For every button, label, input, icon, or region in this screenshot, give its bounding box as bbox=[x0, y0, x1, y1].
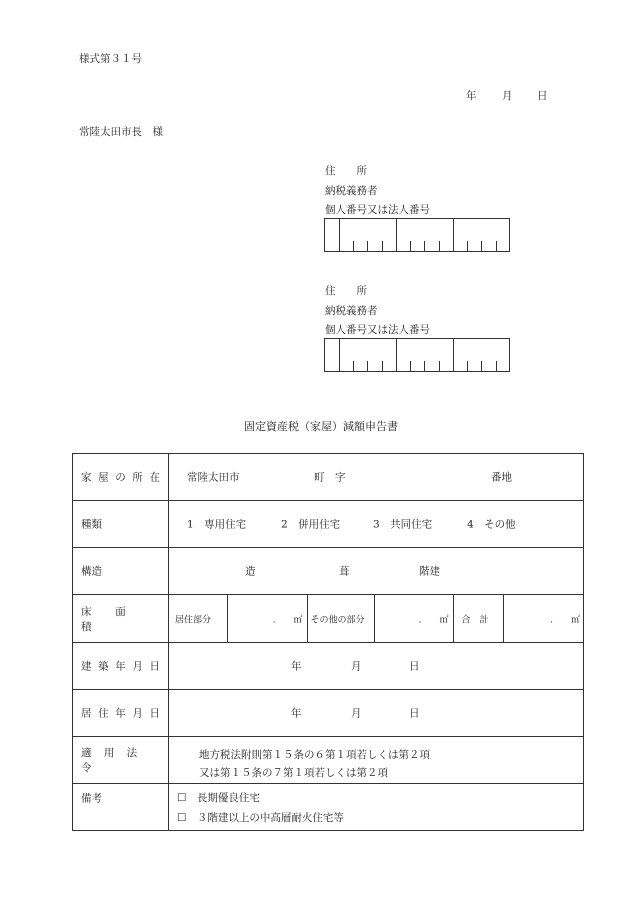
resident-date-input[interactable] bbox=[169, 690, 584, 737]
date-year: 年 bbox=[466, 90, 477, 102]
checkbox-long-life-housing[interactable]: ☐ 長期優良住宅 bbox=[177, 792, 260, 804]
location-city: 常陸太田市 bbox=[187, 471, 240, 484]
grid-divider bbox=[339, 339, 340, 371]
row-label: 家屋の所在 bbox=[81, 471, 167, 484]
row-built-date bbox=[73, 643, 584, 690]
location-town: 町 字 bbox=[314, 471, 346, 484]
grid-tick bbox=[410, 361, 411, 371]
type-option[interactable]: 1 専用住宅 bbox=[187, 518, 247, 531]
label-cell bbox=[73, 784, 169, 831]
resident-year: 年 bbox=[291, 707, 302, 720]
grid-divider bbox=[453, 339, 454, 371]
resident-month: 月 bbox=[351, 707, 362, 720]
residential-area: . ㎡ bbox=[272, 615, 303, 625]
checkbox-midrise-fireproof[interactable]: ☐ ３階建以上の中高層耐火住宅等 bbox=[177, 812, 344, 824]
row-label: 床面積 bbox=[81, 605, 150, 633]
grid-tick bbox=[353, 361, 354, 371]
form-number: 様式第３１号 bbox=[79, 53, 142, 65]
document-title: 固定資産税（家屋）減額申告書 bbox=[244, 420, 398, 433]
grid-tick bbox=[382, 361, 383, 371]
taxpayer-label: 納税義務者 bbox=[325, 185, 378, 197]
structure-buki: 葺 bbox=[339, 565, 350, 578]
label-cell bbox=[73, 595, 169, 643]
label-cell bbox=[73, 501, 169, 548]
grid-tick bbox=[467, 241, 468, 251]
reduction-declaration-table bbox=[72, 453, 584, 831]
grid-tick bbox=[424, 361, 425, 371]
type-options[interactable] bbox=[169, 501, 584, 548]
type-option[interactable]: 3 共同住宅 bbox=[373, 518, 433, 531]
addressee: 常陸太田市長 様 bbox=[79, 126, 163, 138]
structure-input[interactable] bbox=[169, 548, 584, 595]
number-label: 個人番号又は法人番号 bbox=[325, 324, 430, 336]
row-label: 建築年月日 bbox=[81, 660, 167, 673]
grid-tick bbox=[496, 361, 497, 371]
structure-zo: 造 bbox=[245, 565, 256, 578]
total-area-input[interactable] bbox=[503, 595, 584, 642]
built-date-input[interactable] bbox=[169, 643, 584, 690]
location-banchi: 番地 bbox=[491, 471, 512, 484]
law-line-1: 地方税法附則第１５条の６第１項若しくは第２項 bbox=[199, 749, 430, 761]
row-resident-date bbox=[73, 690, 584, 737]
row-label: 構造 bbox=[81, 565, 102, 578]
built-month: 月 bbox=[351, 660, 362, 673]
floor-area-subtable bbox=[169, 595, 584, 642]
label-cell bbox=[73, 454, 169, 501]
label-cell bbox=[73, 737, 169, 784]
date-day: 日 bbox=[537, 90, 548, 102]
grid-tick bbox=[439, 361, 440, 371]
structure-kaidate: 階建 bbox=[419, 565, 440, 578]
type-option[interactable]: 4 その他 bbox=[467, 518, 516, 531]
grid-divider bbox=[396, 339, 397, 371]
grid-tick bbox=[367, 241, 368, 251]
row-remarks bbox=[73, 784, 584, 831]
total-label: 合 計 bbox=[461, 615, 489, 625]
address-label: 住 所 bbox=[325, 165, 367, 177]
grid-divider bbox=[453, 219, 454, 251]
grid-tick bbox=[382, 241, 383, 251]
label-cell bbox=[73, 643, 169, 690]
residential-area-input[interactable] bbox=[227, 595, 307, 642]
residential-label-cell bbox=[169, 595, 227, 642]
grid-tick bbox=[410, 241, 411, 251]
grid-tick bbox=[467, 361, 468, 371]
other-area-input[interactable] bbox=[374, 595, 453, 642]
grid-tick bbox=[439, 241, 440, 251]
taxpayer-label: 納税義務者 bbox=[325, 305, 378, 317]
grid-tick bbox=[353, 241, 354, 251]
built-year: 年 bbox=[291, 660, 302, 673]
resident-day: 日 bbox=[409, 707, 420, 720]
row-label: 種類 bbox=[81, 518, 102, 531]
row-label: 適用法令 bbox=[81, 747, 150, 774]
grid-tick bbox=[367, 361, 368, 371]
label-cell bbox=[73, 548, 169, 595]
grid-tick bbox=[424, 241, 425, 251]
grid-divider bbox=[396, 219, 397, 251]
grid-tick bbox=[481, 241, 482, 251]
row-floor-area bbox=[73, 595, 584, 643]
type-option[interactable]: 2 併用住宅 bbox=[281, 518, 341, 531]
row-structure bbox=[73, 548, 584, 595]
label-cell bbox=[73, 690, 169, 737]
number-label: 個人番号又は法人番号 bbox=[325, 204, 430, 216]
row-location bbox=[73, 454, 584, 501]
total-label-cell bbox=[453, 595, 503, 642]
other-label-cell bbox=[307, 595, 374, 642]
residential-label: 居住部分 bbox=[175, 615, 212, 625]
row-label: 居住年月日 bbox=[81, 707, 167, 720]
location-input[interactable] bbox=[169, 454, 584, 501]
row-type bbox=[73, 501, 584, 548]
individual-number-grid[interactable] bbox=[324, 218, 510, 252]
remarks-cell bbox=[169, 784, 584, 831]
floor-area-cell bbox=[169, 595, 584, 643]
built-day: 日 bbox=[409, 660, 420, 673]
other-label: その他の部分 bbox=[310, 615, 365, 625]
total-area: . ㎡ bbox=[550, 615, 580, 625]
other-area: . ㎡ bbox=[418, 615, 449, 625]
law-line-2: 又は第１５条の７第１項若しくは第２項 bbox=[199, 767, 388, 779]
grid-divider bbox=[339, 219, 340, 251]
individual-number-grid[interactable] bbox=[324, 338, 510, 372]
grid-tick bbox=[481, 361, 482, 371]
row-applicable-law bbox=[73, 737, 584, 784]
grid-tick bbox=[496, 241, 497, 251]
law-cell bbox=[169, 737, 584, 784]
date-month: 月 bbox=[502, 90, 513, 102]
address-label: 住 所 bbox=[325, 285, 367, 297]
row-label: 備考 bbox=[81, 792, 102, 805]
